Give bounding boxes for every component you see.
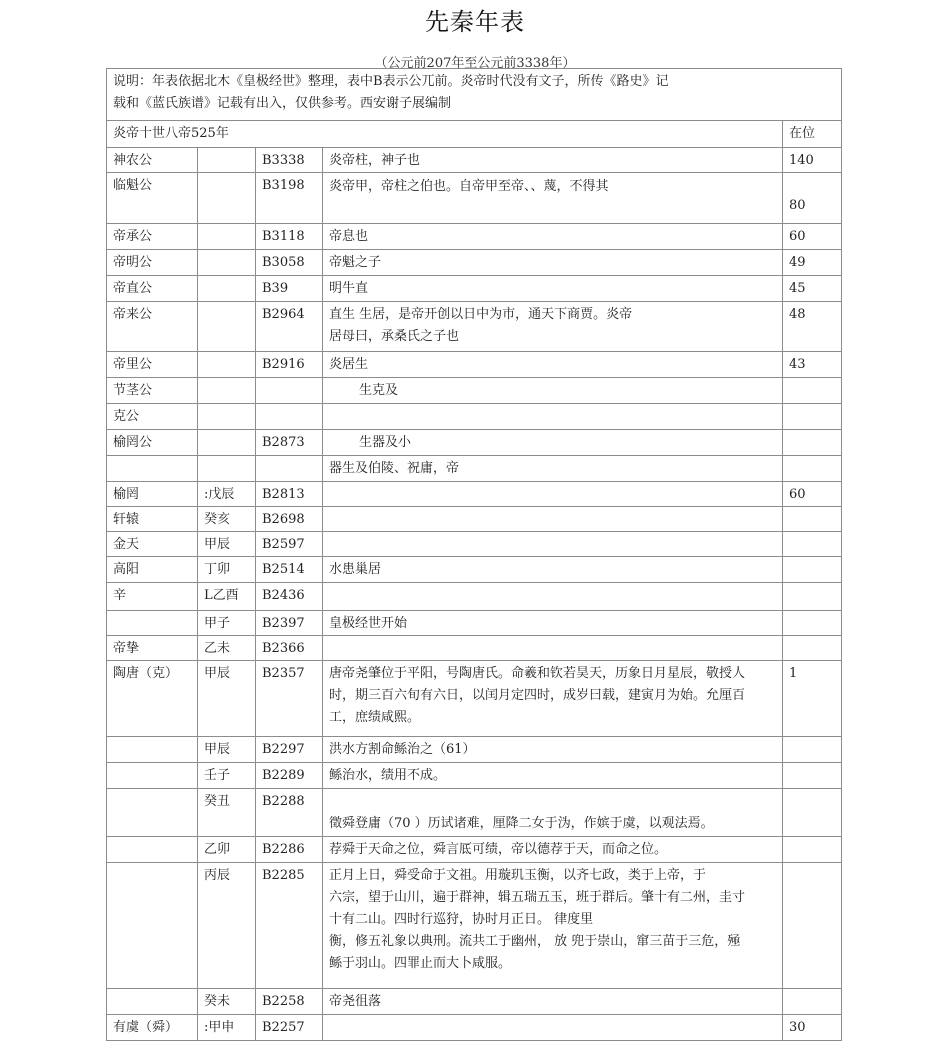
- reign-years: [783, 557, 842, 583]
- bce-year: B2257: [256, 1015, 323, 1041]
- table-row: [107, 989, 842, 1015]
- bce-year: B2297: [256, 737, 323, 763]
- reign-years: [783, 404, 842, 430]
- event-description: [323, 276, 783, 302]
- table-row: [107, 763, 842, 789]
- table-row: [107, 611, 842, 636]
- ganzhi-year: L乙酉: [198, 583, 256, 611]
- event-description: [323, 352, 783, 378]
- description-line: 时，期三百六旬有六日，以闰月定四时，成岁曰载，建寅月为始。允厘百: [329, 688, 746, 703]
- table-row: [107, 482, 842, 507]
- chronology-table: [106, 68, 842, 1041]
- ruler-name: 帝承公: [107, 224, 198, 250]
- bce-year: B2258: [256, 989, 323, 1015]
- description-line: [329, 791, 776, 813]
- ganzhi-year: [198, 404, 256, 430]
- event-description: [323, 430, 783, 456]
- ganzhi-year: 丙辰: [198, 863, 256, 989]
- bce-year: [256, 378, 323, 404]
- ruler-name: 克公: [107, 404, 198, 430]
- event-description: [323, 989, 783, 1015]
- description-line: 六宗，望于山川，遍于群神，辑五瑞五玉，班于群后。肇十有二州，圭寸: [329, 890, 746, 905]
- bce-year: B2597: [256, 532, 323, 557]
- bce-year: B2285: [256, 863, 323, 989]
- table-row: [107, 863, 842, 989]
- reign-years: [783, 611, 842, 636]
- reign-years: 43: [783, 352, 842, 378]
- reign-years: [783, 430, 842, 456]
- note-line: 载和《蓝氏族谱》记载有出入，仅供参考。西安谢子展编制: [113, 96, 452, 111]
- description-line: 炎居生: [329, 357, 369, 372]
- description-line: 正月上日，舜受命于文祖。用璇玑玉衡，以齐七政，类于上帝，于: [329, 868, 707, 883]
- description-line: 水患巢居: [329, 562, 382, 577]
- bce-year: B2289: [256, 763, 323, 789]
- event-description: [323, 404, 783, 430]
- ganzhi-year: 壬子: [198, 763, 256, 789]
- ruler-name: 帝里公: [107, 352, 198, 378]
- bce-year: B3118: [256, 224, 323, 250]
- description-line: 衡，修五礼象以典刑。流共工于幽州， 放 兜于崇山，窜三苗于三危，殛: [329, 934, 741, 949]
- event-description: [323, 557, 783, 583]
- ganzhi-year: 甲子: [198, 611, 256, 636]
- reign-years: 80: [783, 173, 842, 224]
- ganzhi-year: :戊辰: [198, 482, 256, 507]
- event-description: [323, 1015, 783, 1041]
- reign-years: [783, 737, 842, 763]
- bce-year: [256, 404, 323, 430]
- table-row: [107, 583, 842, 611]
- description-line: 荐舜于天命之位，舜言厎可绩，帝以德荐于天，而命之位。: [329, 842, 668, 857]
- description-line: 唐帝尧肇位于平阳，号陶唐氏。命羲和钦若昊天，历象日月星辰，敬授人: [329, 666, 746, 681]
- ganzhi-year: [198, 456, 256, 482]
- section-header: 炎帝十世八帝525年: [107, 121, 783, 148]
- bce-year: B2357: [256, 661, 323, 737]
- event-description: [323, 507, 783, 532]
- table-row: [107, 532, 842, 557]
- bce-year: [256, 456, 323, 482]
- page-subtitle: （公元前207年至公元前3338年）: [374, 56, 576, 71]
- note-cell: [107, 69, 842, 121]
- reign-years: [783, 636, 842, 661]
- reign-years: [783, 532, 842, 557]
- ruler-name: [107, 611, 198, 636]
- reign-years: 60: [783, 224, 842, 250]
- ganzhi-year: 甲辰: [198, 532, 256, 557]
- table-row: [107, 250, 842, 276]
- ganzhi-year: [198, 430, 256, 456]
- event-description: [323, 302, 783, 352]
- ruler-name: 高阳: [107, 557, 198, 583]
- reign-years: [783, 583, 842, 611]
- ruler-name: [107, 789, 198, 837]
- ruler-name: 有虞（舜）: [107, 1015, 198, 1041]
- table-row: [107, 404, 842, 430]
- bce-year: B2286: [256, 837, 323, 863]
- bce-year: B2366: [256, 636, 323, 661]
- ganzhi-year: [198, 302, 256, 352]
- description-line: 鲧于羽山。四罪止而大卜咸服。: [329, 956, 512, 971]
- ganzhi-year: 甲辰: [198, 661, 256, 737]
- bce-year: B3338: [256, 148, 323, 173]
- section-header-row: [107, 121, 842, 148]
- bce-year: B3198: [256, 173, 323, 224]
- description-line: 居母曰，承桑氏之子也: [329, 329, 460, 344]
- ruler-name: 节茎公: [107, 378, 198, 404]
- event-description: [323, 737, 783, 763]
- reign-years: [783, 763, 842, 789]
- table-row: [107, 430, 842, 456]
- ruler-name: 临魁公: [107, 173, 198, 224]
- description-line: 工，庶绩咸熙。: [329, 710, 421, 725]
- ruler-name: 榆罔公: [107, 430, 198, 456]
- table-row: [107, 789, 842, 837]
- ruler-name: 榆罔: [107, 482, 198, 507]
- event-description: [323, 583, 783, 611]
- description-line: 帝尧徂落: [329, 994, 382, 1009]
- ruler-name: [107, 837, 198, 863]
- bce-year: B2698: [256, 507, 323, 532]
- event-description: [323, 611, 783, 636]
- event-description: [323, 224, 783, 250]
- description-line: 洪水方割命鲧治之（61）: [329, 742, 476, 757]
- event-description: [323, 661, 783, 737]
- description-line: 明牛直: [329, 281, 369, 296]
- description-line: 生克及: [359, 383, 399, 398]
- reign-years: [783, 989, 842, 1015]
- ganzhi-year: [198, 276, 256, 302]
- ganzhi-year: 癸丑: [198, 789, 256, 837]
- ganzhi-year: 甲辰: [198, 737, 256, 763]
- bce-year: B3058: [256, 250, 323, 276]
- description-line: 生器及小: [359, 435, 412, 450]
- table-row: [107, 224, 842, 250]
- bce-year: B2514: [256, 557, 323, 583]
- bce-year: B2436: [256, 583, 323, 611]
- reign-years: [783, 837, 842, 863]
- table-row: [107, 507, 842, 532]
- reign-years: 30: [783, 1015, 842, 1041]
- bce-year: B2916: [256, 352, 323, 378]
- reign-years: 60: [783, 482, 842, 507]
- reign-years: 49: [783, 250, 842, 276]
- event-description: [323, 532, 783, 557]
- ruler-name: [107, 737, 198, 763]
- table-row: [107, 456, 842, 482]
- ruler-name: [107, 456, 198, 482]
- table-row: [107, 148, 842, 173]
- event-description: [323, 456, 783, 482]
- ruler-name: 帝来公: [107, 302, 198, 352]
- table-row: [107, 276, 842, 302]
- description-line: 器生及伯陵、祝庸，帝: [329, 461, 460, 476]
- event-description: [323, 763, 783, 789]
- description-line: 皇极经世开始: [329, 616, 408, 631]
- bce-year: B2288: [256, 789, 323, 837]
- ruler-name: 帝挚: [107, 636, 198, 661]
- ganzhi-year: [198, 148, 256, 173]
- table-row: [107, 378, 842, 404]
- description-line: 徵舜登庸（70 ）历试诸难，厘降二女于沩，作嫔于虞，以观法焉。: [329, 816, 714, 831]
- bce-year: B2873: [256, 430, 323, 456]
- ruler-name: 金天: [107, 532, 198, 557]
- ruler-name: 轩辕: [107, 507, 198, 532]
- description-line: 炎帝甲，帝柱之伯也。自帝甲至帝、、蔑，不得其: [329, 179, 609, 194]
- ganzhi-year: [198, 224, 256, 250]
- bce-year: B39: [256, 276, 323, 302]
- ruler-name: [107, 989, 198, 1015]
- ruler-name: [107, 863, 198, 989]
- event-description: [323, 789, 783, 837]
- ganzhi-year: 乙未: [198, 636, 256, 661]
- event-description: [323, 482, 783, 507]
- reign-years: 45: [783, 276, 842, 302]
- table-row: [107, 302, 842, 352]
- event-description: [323, 636, 783, 661]
- description-line: 鲧治水，绩用不成。: [329, 768, 447, 783]
- ruler-name: 帝直公: [107, 276, 198, 302]
- page-title: 先秦年表: [425, 8, 525, 36]
- event-description: [323, 148, 783, 173]
- ganzhi-year: :甲申: [198, 1015, 256, 1041]
- description-line: 十有二山。四时行巡狩，协时月正日。 律度里: [329, 912, 594, 927]
- event-description: [323, 173, 783, 224]
- bce-year: B2813: [256, 482, 323, 507]
- event-description: [323, 863, 783, 989]
- ruler-name: 帝明公: [107, 250, 198, 276]
- reign-years: [783, 507, 842, 532]
- reign-years: [783, 456, 842, 482]
- description-line: 炎帝柱，神子也: [329, 153, 421, 168]
- table-row: [107, 737, 842, 763]
- event-description: [323, 250, 783, 276]
- event-description: [323, 378, 783, 404]
- note-line: 说明：年表依据北木《皇极经世》整理，表中B表示公兀前。炎帝时代没有文子，所传《路史》记: [113, 74, 669, 89]
- ganzhi-year: [198, 250, 256, 276]
- ruler-name: 神农公: [107, 148, 198, 173]
- table-row: [107, 173, 842, 224]
- table-row: [107, 352, 842, 378]
- event-description: [323, 837, 783, 863]
- note-row: [107, 69, 842, 121]
- description-line: 帝魁之子: [329, 255, 382, 270]
- ruler-name: 辛: [107, 583, 198, 611]
- bce-year: B2397: [256, 611, 323, 636]
- table-row: [107, 661, 842, 737]
- table-row: [107, 1015, 842, 1041]
- reign-header: 在位: [783, 121, 842, 148]
- reign-years: [783, 378, 842, 404]
- table-row: [107, 837, 842, 863]
- ganzhi-year: 丁卯: [198, 557, 256, 583]
- table-row: [107, 557, 842, 583]
- reign-years: [783, 863, 842, 989]
- ganzhi-year: 乙卯: [198, 837, 256, 863]
- ganzhi-year: 癸未: [198, 989, 256, 1015]
- ganzhi-year: [198, 378, 256, 404]
- reign-years: 1: [783, 661, 842, 737]
- ganzhi-year: [198, 352, 256, 378]
- table-row: [107, 636, 842, 661]
- description-line: 帝息也: [329, 229, 369, 244]
- bce-year: B2964: [256, 302, 323, 352]
- description-line: 直生 生居，是帝开创以日中为市，通天下商贾。炎帝: [329, 307, 633, 322]
- reign-years: 140: [783, 148, 842, 173]
- ganzhi-year: [198, 173, 256, 224]
- ruler-name: 陶唐（克）: [107, 661, 198, 737]
- reign-years: [783, 789, 842, 837]
- reign-years: 48: [783, 302, 842, 352]
- ruler-name: [107, 763, 198, 789]
- ganzhi-year: 癸亥: [198, 507, 256, 532]
